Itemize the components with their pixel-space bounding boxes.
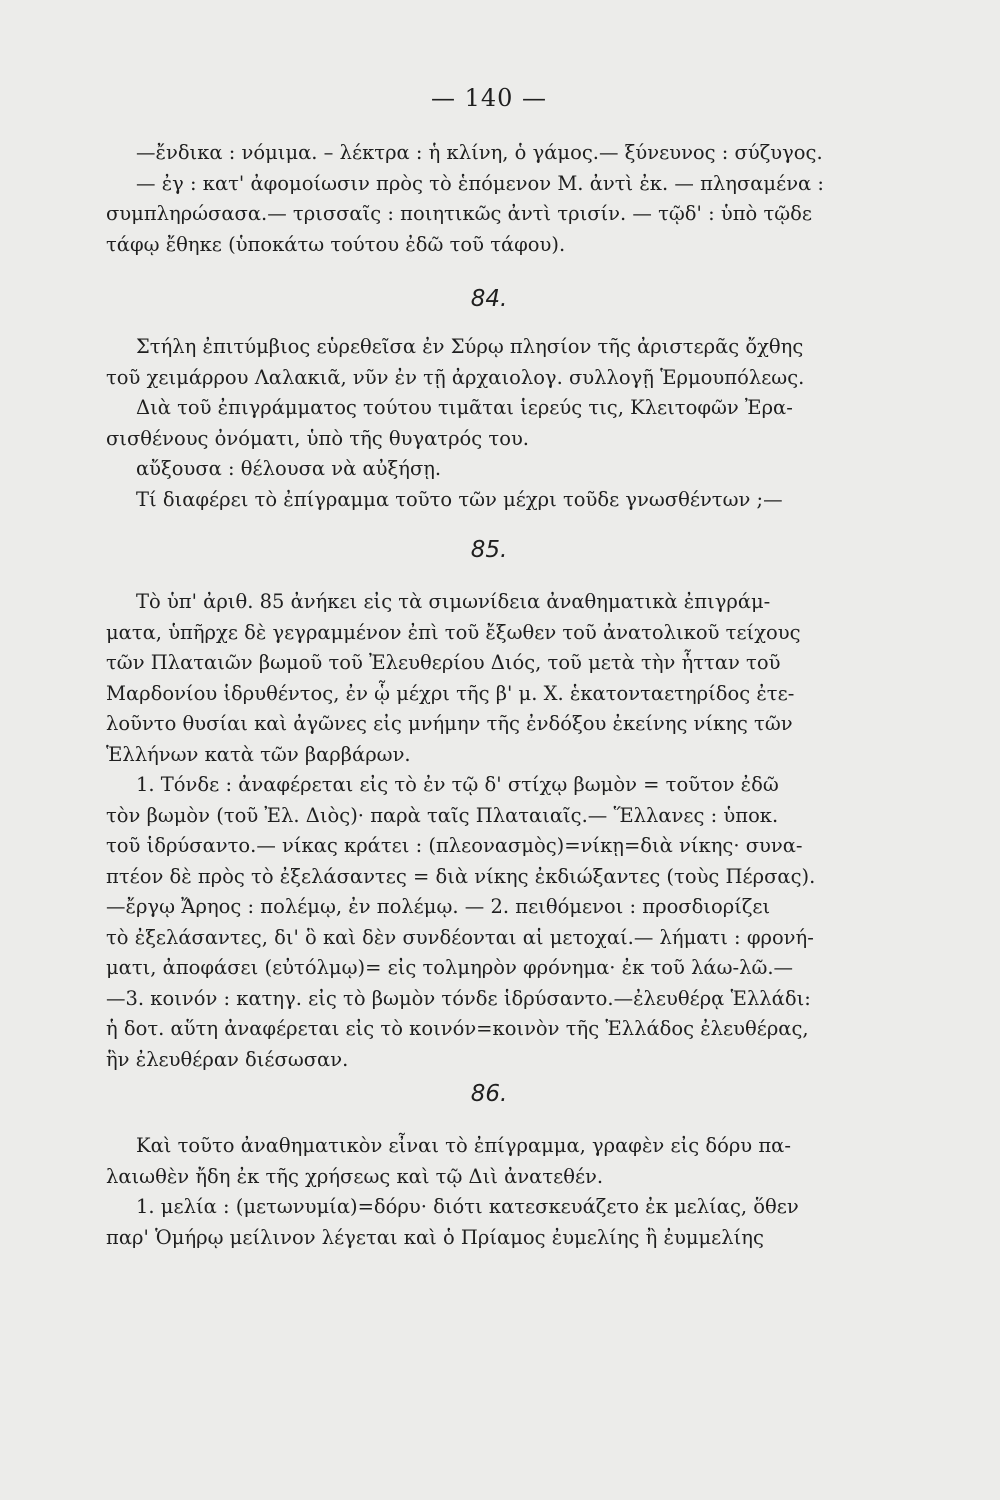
text-line: Μαρδονίου ἱδρυθέντος, ἐν ᾧ μέχρι τῆς β' μ. Χ. ἑκατονταετηρίδος ἐτε- [106, 681, 795, 705]
section-86-text [106, 1131, 872, 1253]
text-line: αὔξουσα : θέλουσα νὰ αὐξήσῃ. [136, 457, 442, 480]
text-line: Στήλη ἐπιτύμβιος εὑρεθεῖσα ἐν Σύρῳ πλησίον τῆς ἀριστερᾶς ὄχθης [136, 335, 804, 358]
text-line: λαιωθὲν ἤδη ἐκ τῆς χρήσεως καὶ τῷ Διὶ ἀνατεθέν. [106, 1164, 604, 1188]
text-line: — ἐγ : κατ' ἀφομοίωσιν πρὸς τὸ ἑπόμενον Μ. ἀντὶ ἐκ. — πλησαμένα : [136, 171, 824, 195]
text-line: σισθένους ὀνόματι, ὑπὸ τῆς θυγατρός του. [106, 426, 529, 450]
page-number: — 140 — [430, 84, 548, 112]
section-85-text [106, 587, 872, 1075]
text-line: πτέον δὲ πρὸς τὸ ἐξελάσαντες = διὰ νίκης ἐκδιώξαντες (τοὺς Πέρσας). [106, 864, 816, 888]
text-line: τὸν βωμὸν (τοῦ Ἐλ. Διὸς)· παρὰ ταῖς Πλαταιαῖς.— Ἕλλανες : ὑποκ. [106, 803, 779, 827]
text-line: συμπληρώσασα.— τρισσαῖς : ποιητικῶς ἀντὶ τρισίν. — τῷδ' : ὑπὸ τῷδε [106, 202, 813, 225]
text-line: τάφῳ ἔθηκε (ὑποκάτω τούτου ἐδῶ τοῦ τάφου). [106, 232, 566, 256]
section-heading-85: 85. [470, 537, 508, 563]
text-line: Τί διαφέρει τὸ ἐπίγραμμα τοῦτο τῶν μέχρι τοῦδε γνωσθέντων ;— [136, 487, 783, 511]
text-line: λοῦντο θυσίαι καὶ ἀγῶνες εἰς μνήμην τῆς ἐνδόξου ἐκείνης νίκης τῶν [106, 712, 793, 735]
section-heading-84: 84. [470, 286, 508, 312]
text-line: ματα, ὑπῆρχε δὲ γεγραμμένον ἐπὶ τοῦ ἔξωθεν τοῦ ἀνατολικοῦ τείχους [106, 620, 801, 644]
text-line: 1. μελία : (μετωνυμία)=δόρυ· διότι κατεσκευάζετο ἐκ μελίας, ὅθεν [136, 1195, 799, 1218]
text-line: τοῦ ἱδρύσαντο.— νίκας κράτει : (πλεονασμὸς)=νίκῃ=διὰ νίκης· συνα- [106, 834, 803, 857]
text-line: Καὶ τοῦτο ἀναθηματικὸν εἶναι τὸ ἐπίγραμμα, γραφὲν εἰς δόρυ πα- [136, 1134, 791, 1157]
text-line: ἡ δοτ. αὕτη ἀναφέρεται εἰς τὸ κοινόν=κοινὸν τῆς Ἑλλάδος ἐλευθέρας, [106, 1017, 809, 1040]
text-line: Διὰ τοῦ ἐπιγράμματος τούτου τιμᾶται ἱερεύς τις, Κλειτοφῶν Ἐρα- [136, 396, 793, 419]
text-line: τὸ ἐξελάσαντες, δι' ὃ καὶ δὲν συνδέονται αἱ μετοχαί.— λήματι : φρονή- [106, 925, 814, 949]
section-heading-86: 86. [470, 1081, 508, 1107]
notes-continued [106, 138, 872, 260]
text-line: παρ' Ὁμήρῳ μείλινον λέγεται καὶ ὁ Πρίαμος ἐυμελίης ἢ ἐυμμελίης [106, 1225, 764, 1249]
text-line: 1. Τόνδε : ἀναφέρεται εἰς τὸ ἐν τῷ δ' στίχῳ βωμὸν = τοῦτον ἐδῶ [136, 773, 779, 796]
text-line: —ἔνδικα : νόμιμα. – λέκτρα : ἡ κλίνη, ὁ γάμος.— ξύνευνος : σύζυγος. [136, 141, 823, 164]
text-line: ματι, ἀποφάσει (εὐτόλμῳ)= εἰς τολμηρὸν φρόνημα· ἐκ τοῦ λάω-λῶ.— [106, 956, 794, 979]
text-line: Ἑλλήνων κατὰ τῶν βαρβάρων. [106, 742, 411, 766]
text-line: ἣν ἐλευθέραν διέσωσαν. [106, 1047, 349, 1071]
section-84-text [106, 332, 872, 515]
text-line: τῶν Πλαταιῶν βωμοῦ τοῦ Ἐλευθερίου Διός, τοῦ μετὰ τὴν ἧτταν τοῦ [106, 651, 781, 674]
text-line: —3. κοινόν : κατηγ. εἰς τὸ βωμὸν τόνδε ἱδρύσαντο.—ἐλευθέρᾳ Ἑλλάδι: [106, 986, 811, 1010]
text-line: Τὸ ὑπ' ἀριθ. 85 ἀνήκει εἰς τὰ σιμωνίδεια ἀναθηματικὰ ἐπιγράμ- [136, 590, 771, 613]
text-line: τοῦ χειμάρρου Λαλακιᾶ, νῦν ἐν τῇ ἀρχαιολογ. συλλογῇ Ἑρμουπόλεως. [106, 365, 805, 389]
text-line: —ἔργῳ Ἄρηος : πολέμῳ, ἐν πολέμῳ. — 2. πειθόμενοι : προσδιορίζει [106, 895, 771, 918]
